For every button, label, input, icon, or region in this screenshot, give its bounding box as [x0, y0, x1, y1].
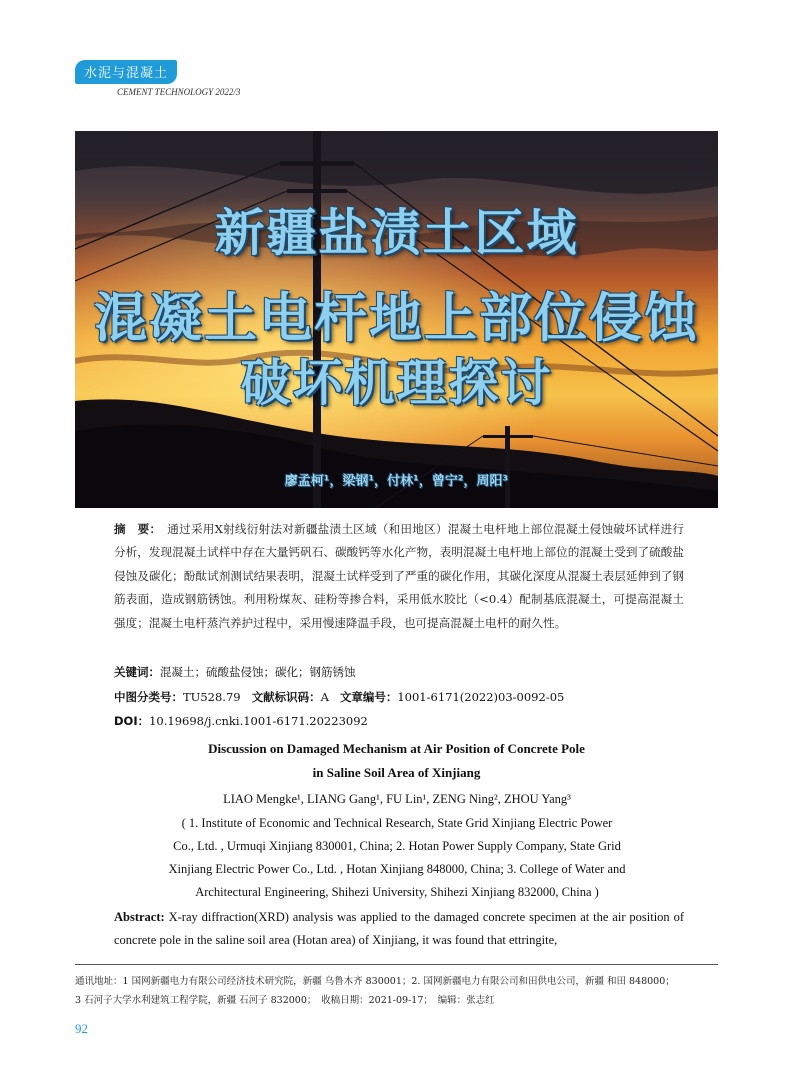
footnote-line-1: 通讯地址：1 国网新疆电力有限公司经济技术研究院，新疆 乌鲁木齐 830001；2. 国网新疆电力有限公司和田供电公司，新疆 和田 848000； [75, 976, 675, 987]
journal-issue: CEMENT TECHNOLOGY 2022/3 [117, 87, 241, 97]
english-abstract [114, 906, 684, 952]
footnote-line-2: 3 石河子大学水利建筑工程学院，新疆 石河子 832000； 收稿日期：2021-09-17； 编辑：张志红 [75, 995, 495, 1006]
abstract-label: 摘 要： [114, 522, 162, 536]
english-affiliation-line-2: Co., Ltd. , Urmuqi Xinjiang 830001, China; 2. Hotan Power Supply Company, State Grid [173, 839, 621, 853]
article-number-label: 文章编号： [339, 690, 398, 704]
doi-line [114, 713, 704, 729]
english-abstract-text: X-ray diffraction(XRD) analysis was applied to the damaged concrete specimen at the air position of concrete pole in the saline soil area (Hotan area) of Xinjiang, it was found that ettringite, [114, 910, 684, 947]
hero-authors: 廖孟柯¹，梁钢¹，付林¹，曾宁²，周阳³ [284, 474, 509, 489]
abstract-text: 通过采用X射线衍射法对新疆盐渍土区域（和田地区）混凝土电杆地上部位混凝土侵蚀破坏试样进行分析，发现混凝土试样中存在大量钙矾石、碳酸钙等水化产物，表明混凝土电杆地上部位的混凝土受到了硫酸盐侵蚀及碳化；酚酞试剂测试结果表明，混凝土试样受到了严重的碳化作用，其碳化深度从混凝土表层延伸到了钢筋表面，造成钢筋锈蚀。利用粉煤灰、硅粉等掺合料，采用低水胶比（<0.4）配制基底混凝土，可提高混凝土强度；混凝土电杆蒸汽养护过程中，采用慢速降温手段，也可提高混凝土电杆的耐久性。 [114, 522, 684, 630]
english-authors: LIAO Mengke¹, LIANG Gang¹, FU Lin¹, ZENG Ning², ZHOU Yang³ [223, 792, 571, 806]
hero-title-line-3: 破坏机理探讨 [240, 354, 553, 412]
clc-label: 中图分类号： [114, 690, 183, 704]
doc-code-label: 文献标识码： [251, 690, 321, 704]
journal-tag: 水泥与混凝土 [75, 60, 177, 84]
english-abstract-label: Abstract: [114, 910, 165, 924]
english-affiliation-line-4: Architectural Engineering, Shihezi University, Shihezi Xinjiang 832000, China ) [195, 885, 599, 899]
keywords [114, 664, 704, 680]
hero-title-line-1: 新疆盐渍土区域 [214, 204, 579, 262]
keywords-label: 关键词： [114, 665, 160, 679]
clc-value: TU528.79 [183, 690, 241, 704]
hero-title-line-2: 混凝土电杆地上部位侵蚀 [94, 288, 699, 349]
keywords-text: 混凝土；硫酸盐侵蚀；碳化；钢筋锈蚀 [160, 665, 356, 679]
page-number: 92 [75, 1021, 88, 1036]
classification-line [114, 689, 704, 705]
hero-banner [75, 131, 718, 508]
english-affiliation-line-3: Xinjiang Electric Power Co., Ltd. , Hotan Xinjiang 848000, China; 3. College of Water and [168, 862, 626, 876]
doi-value: 10.19698/j.cnki.1001-6171.20223092 [149, 714, 368, 728]
footnote [75, 972, 718, 1010]
doi-label: DOI： [114, 714, 150, 728]
chinese-abstract [114, 518, 684, 635]
doc-code-value: A [320, 690, 329, 704]
english-title-line-1: Discussion on Damaged Mechanism at Air Position of Concrete Pole [208, 741, 585, 756]
footnote-divider [75, 964, 718, 965]
english-title-line-2: in Saline Soil Area of Xinjiang [312, 765, 481, 780]
english-affiliation-line-1: ( 1. Institute of Economic and Technical Research, State Grid Xinjiang Electric Power [181, 816, 613, 830]
article-number-value: 1001-6171(2022)03-0092-05 [397, 690, 565, 704]
